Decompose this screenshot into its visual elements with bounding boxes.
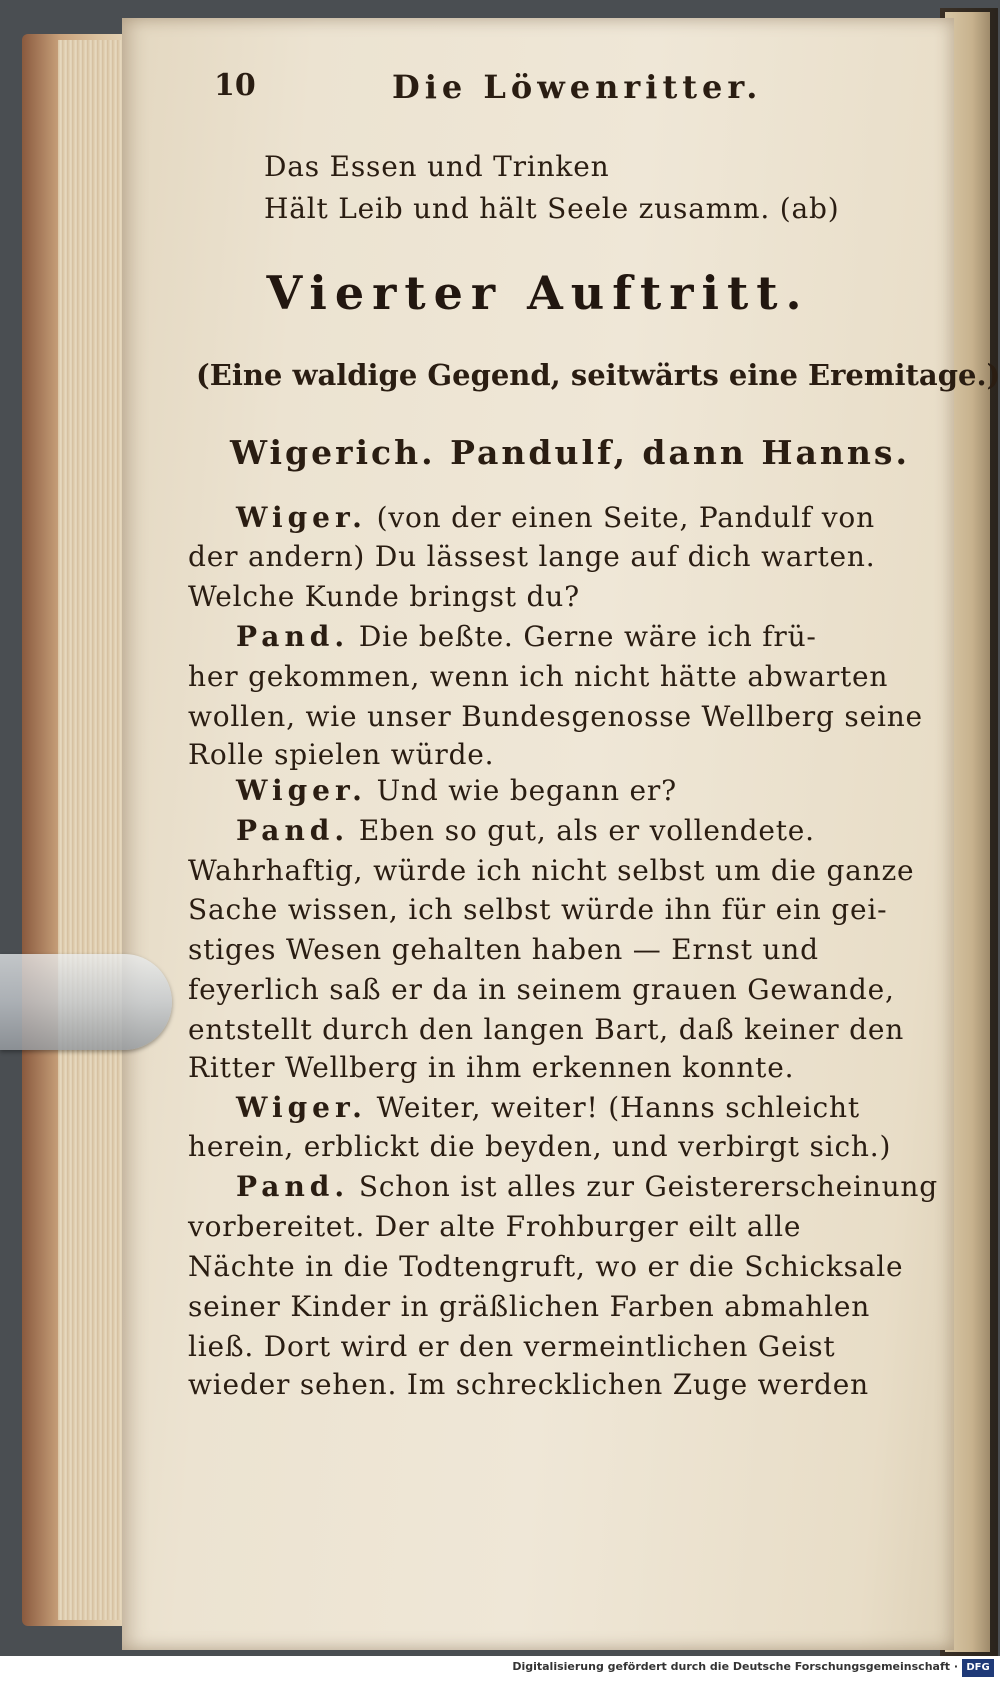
body-line bbox=[188, 973, 895, 1006]
page-number: 10 bbox=[214, 68, 256, 103]
body-line bbox=[188, 1250, 903, 1283]
line-text: der andern) Du lässest lange auf dich warten. bbox=[188, 540, 876, 573]
line-text: Ritter Wellberg in ihm erkennen konnte. bbox=[188, 1051, 795, 1084]
body-line bbox=[236, 1170, 938, 1203]
body-line bbox=[188, 660, 888, 693]
footer-credit: Digitalisierung gefördert durch die Deutsche Forschungsgemeinschaft · bbox=[512, 1660, 958, 1673]
line-text: feyerlich saß er da in seinem grauen Gewande, bbox=[188, 973, 895, 1006]
verse-line: Hält Leib und hält Seele zusamm. (ab) bbox=[264, 192, 840, 225]
verse-line: Das Essen und Trinken bbox=[264, 150, 610, 183]
page-header bbox=[214, 68, 854, 114]
body-line bbox=[188, 580, 580, 613]
body-line bbox=[188, 893, 887, 926]
speaker-name: Wiger. bbox=[236, 774, 367, 807]
body-line bbox=[236, 814, 815, 847]
dfg-logo: DFG bbox=[962, 1659, 994, 1677]
speaker-name: Pand. bbox=[236, 620, 350, 653]
line-text: her gekommen, wenn ich nicht hätte abwarten bbox=[188, 660, 889, 693]
line-text: Und wie begann er? bbox=[366, 774, 677, 807]
speaker-name: Wiger. bbox=[236, 1091, 367, 1124]
line-text: ließ. Dort wird er den vermeintlichen Geist bbox=[188, 1330, 836, 1363]
line-text: Rolle spielen würde. bbox=[188, 738, 495, 771]
body-line bbox=[188, 540, 875, 573]
line-text: Die beßte. Gerne wäre ich frü- bbox=[349, 620, 817, 653]
body-line bbox=[188, 738, 494, 771]
body-line bbox=[188, 1130, 891, 1163]
line-text: Nächte in die Todtengruft, wo er die Schicksale bbox=[188, 1250, 904, 1283]
stage-direction: (Eine waldige Gegend, seitwärts eine Eremitage.) bbox=[196, 358, 1000, 392]
body-line bbox=[236, 1091, 860, 1124]
book-page bbox=[122, 18, 1000, 1650]
body-line bbox=[236, 774, 677, 807]
body-line bbox=[236, 620, 817, 653]
line-text: Sache wissen, ich selbst würde ihn für ein gei- bbox=[188, 893, 888, 926]
line-text: seiner Kinder in gräßlichen Farben abmahlen bbox=[188, 1290, 871, 1323]
page-clip bbox=[0, 954, 172, 1050]
scene-title: Vierter Auftritt. bbox=[266, 266, 810, 320]
line-text: vorbereitet. Der alte Frohburger eilt alle bbox=[188, 1210, 802, 1243]
line-text: Welche Kunde bringst du? bbox=[188, 580, 580, 613]
line-text: entstellt durch den langen Bart, daß keiner den bbox=[188, 1013, 905, 1046]
speaker-name: Wiger. bbox=[236, 501, 367, 534]
body-line bbox=[188, 1368, 869, 1401]
line-text: herein, erblickt die beyden, und verbirgt sich.) bbox=[188, 1130, 892, 1163]
cast-list: Wigerich. Pandulf, dann Hanns. bbox=[230, 433, 910, 472]
body-line bbox=[188, 1210, 801, 1243]
body-line bbox=[188, 700, 923, 733]
body-line bbox=[188, 1013, 904, 1046]
line-text: Schon ist alles zur Geistererscheinung bbox=[349, 1170, 938, 1203]
line-text: Eben so gut, als er vollendete. bbox=[349, 814, 815, 847]
speaker-name: Pand. bbox=[236, 1170, 350, 1203]
line-text: (von der einen Seite, Pandulf von bbox=[366, 501, 875, 534]
line-text: wieder sehen. Im schrecklichen Zuge werden bbox=[188, 1368, 869, 1401]
line-text: stiges Wesen gehalten haben — Ernst und bbox=[188, 933, 819, 966]
body-line bbox=[188, 933, 819, 966]
body-line bbox=[188, 1290, 870, 1323]
running-title: Die Löwenritter. bbox=[392, 68, 763, 106]
line-text: Weiter, weiter! (Hanns schleicht bbox=[366, 1091, 860, 1124]
line-text: wollen, wie unser Bundesgenosse Wellberg seine bbox=[188, 700, 923, 733]
line-text: Wahrhaftig, würde ich nicht selbst um die ganze bbox=[188, 854, 915, 887]
body-line bbox=[188, 1330, 835, 1363]
speaker-name: Pand. bbox=[236, 814, 350, 847]
body-line bbox=[188, 854, 914, 887]
footer-bar bbox=[0, 1656, 1000, 1682]
body-line bbox=[236, 501, 875, 534]
body-line bbox=[188, 1051, 794, 1084]
